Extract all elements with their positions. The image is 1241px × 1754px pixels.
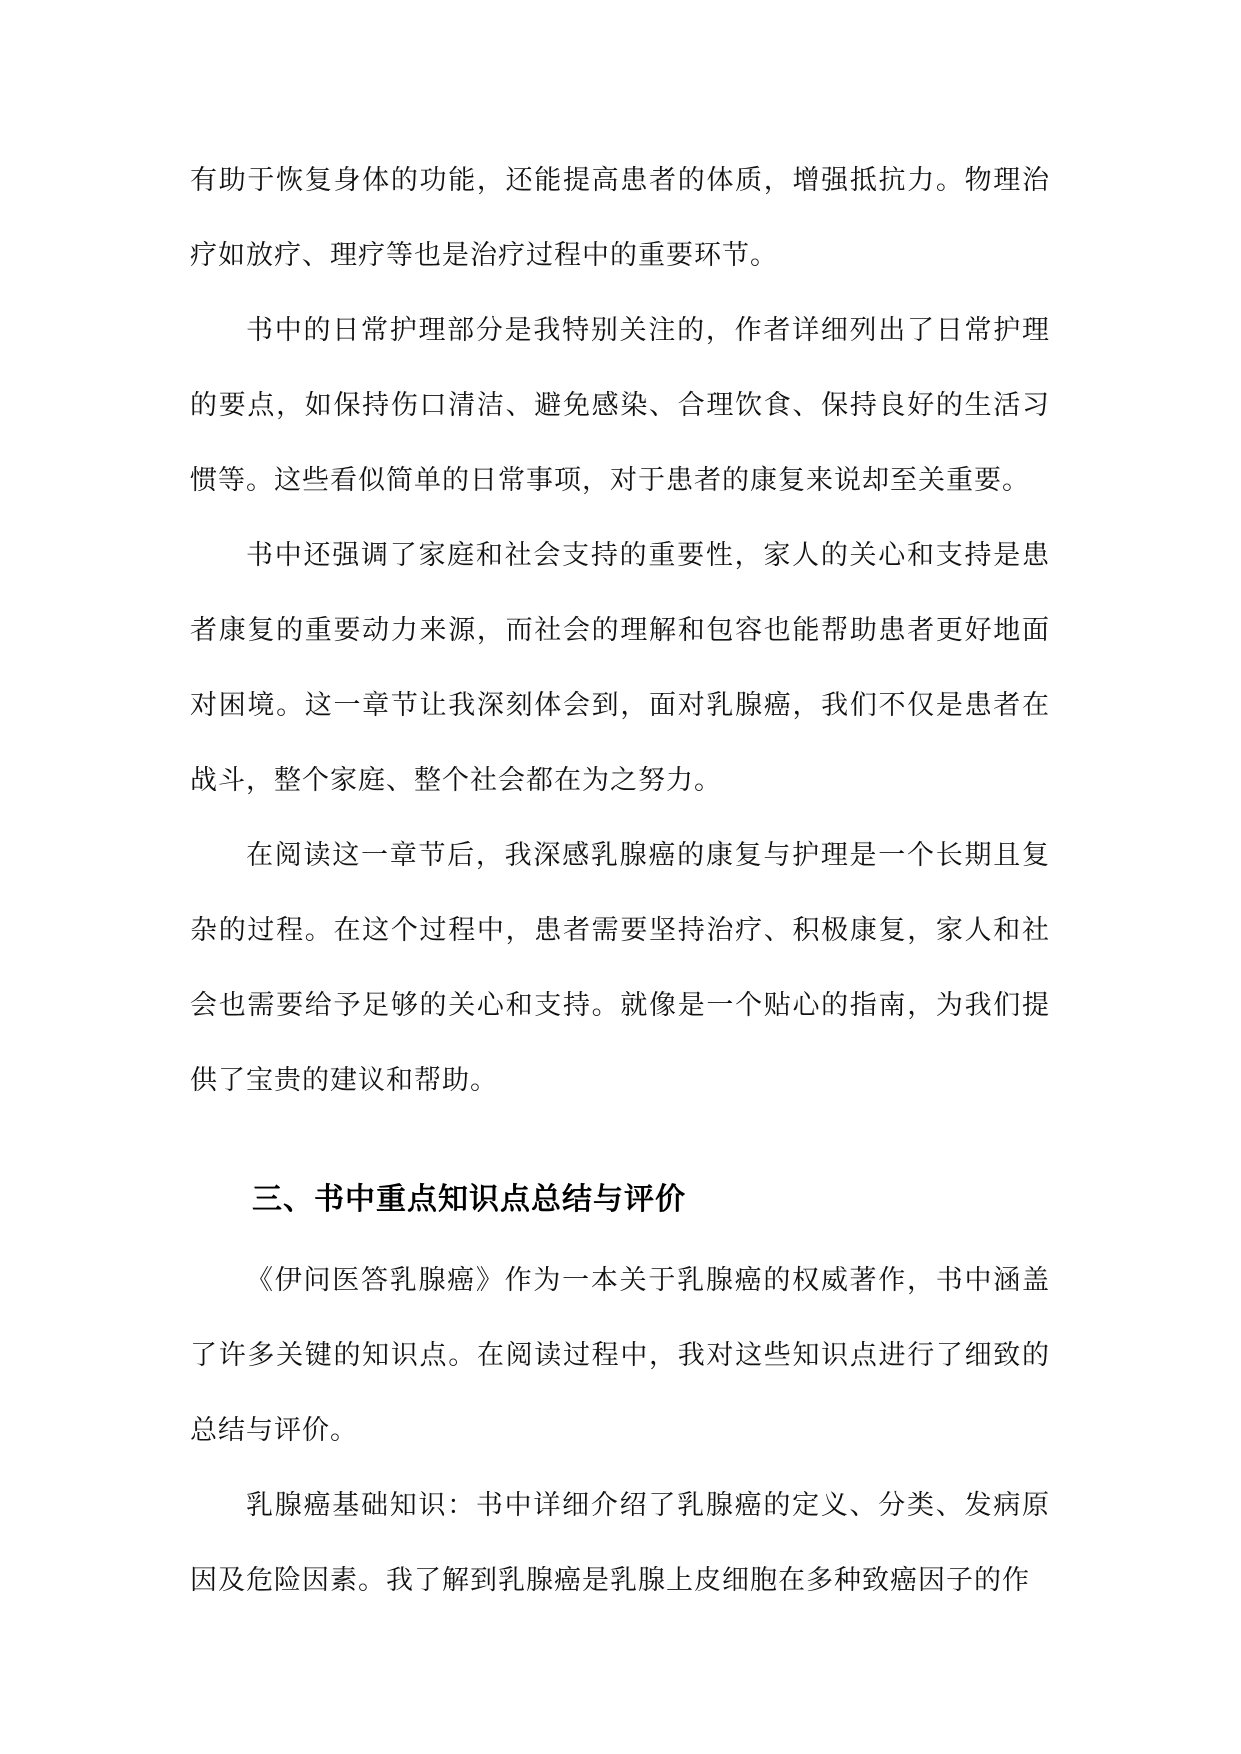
- paragraph-basic-knowledge: 乳腺癌基础知识：书中详细介绍了乳腺癌的定义、分类、发病原因及危险因素。我了解到乳腺癌是乳腺上皮细胞在多种致癌因子的作: [190, 1490, 1050, 1596]
- paragraph-reflection: 在阅读这一章节后，我深感乳腺癌的康复与护理是一个长期且复杂的过程。在这个过程中，患者需要坚持治疗、积极康复，家人和社会也需要给予足够的关心和支持。就像是一个贴心的指南，为我们提供了宝贵的建议和帮助。: [190, 840, 1050, 1096]
- paragraph-daily-care: 书中的日常护理部分是我特别关注的，作者详细列出了日常护理的要点，如保持伤口清洁、避免感染、合理饮食、保持良好的生活习惯等。这些看似简单的日常事项，对于患者的康复来说却至关重要。: [190, 315, 1050, 496]
- document-body: [190, 143, 1050, 1618]
- section-heading: 三、书中重点知识点总结与评价: [252, 1182, 686, 1217]
- paragraph-family-support: 书中还强调了家庭和社会支持的重要性，家人的关心和支持是患者康复的重要动力来源，而社会的理解和包容也能帮助患者更好地面对困境。这一章节让我深刻体会到，面对乳腺癌，我们不仅是患者在战斗，整个家庭、整个社会都在为之努力。: [190, 540, 1050, 796]
- paragraph-book-overview: 《伊问医答乳腺癌》作为一本关于乳腺癌的权威著作，书中涵盖了许多关键的知识点。在阅读过程中，我对这些知识点进行了细致的总结与评价。: [190, 1265, 1050, 1446]
- paragraph-continuation: 有助于恢复身体的功能，还能提高患者的体质，增强抵抗力。物理治疗如放疗、理疗等也是治疗过程中的重要环节。: [190, 165, 1050, 271]
